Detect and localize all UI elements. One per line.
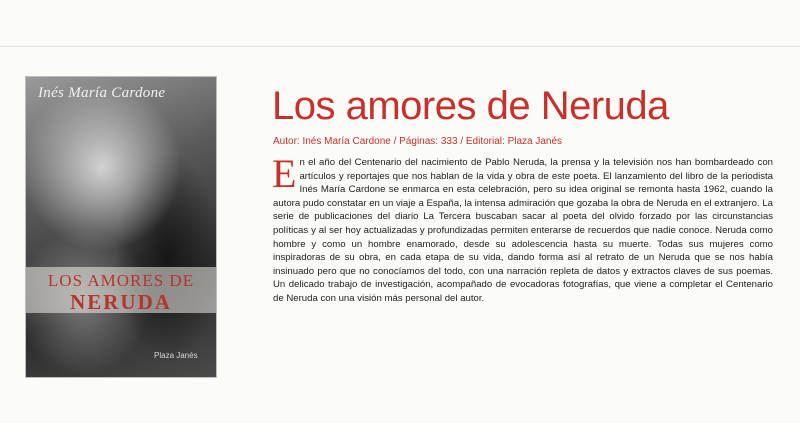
- drop-cap: E: [272, 151, 297, 196]
- cover-author: Inés María Cardone: [38, 85, 166, 101]
- article-meta: Autor: Inés María Cardone / Páginas: 333 / Editorial: Plaza Janés: [273, 136, 563, 147]
- top-divider: [0, 46, 800, 47]
- article-body-text: n el año del Centenario del nacimiento de Pablo Neruda, la prensa y la televisión nos han bombardeado con artículos y reportajes que nos hablan de la vida y obra de este poeta. El lanzamiento del libro de la periodista Inés María Cardone se enmarca en esta celebración, pero su idea original se remonta hasta 1962, cuando la autora pudo constatar en un viaje a España, la intensa admiración que gozaba la obra de Neruda en el extranjero. La serie de publicaciones del diario La Tercera buscaban sacar al poeta del olvido forzado por las circunstancias políticas y al ser hoy actualizadas y profundizadas permiten enterarse de recuerdos que nadie conoce. Neruda como hombre y como un hombre enamorado, desde su adolescencia hasta su muerte. Todas sus mujeres como inspiradoras de su obra, en cada etapa de su vida, dando forma así al retrato de un Neruda que se nos había insinuado pero que no conocíamos del todo, con una narración repleta de datos y extractos claves de sus poemas. Un delicado trabajo de investigación, acompañado de evocadoras fotografías, que viene a completar el Centenario de Neruda con una visión más personal del autor.: [273, 157, 773, 304]
- article-body: [272, 151, 773, 306]
- article-title: Los amores de Neruda: [272, 84, 669, 128]
- book-cover-image: [26, 77, 216, 377]
- publisher-logo: Plaza Janés: [154, 351, 198, 360]
- cover-title-line-2: NERUDA: [70, 290, 172, 314]
- cover-title-line-1: LOS AMORES DE: [47, 271, 195, 290]
